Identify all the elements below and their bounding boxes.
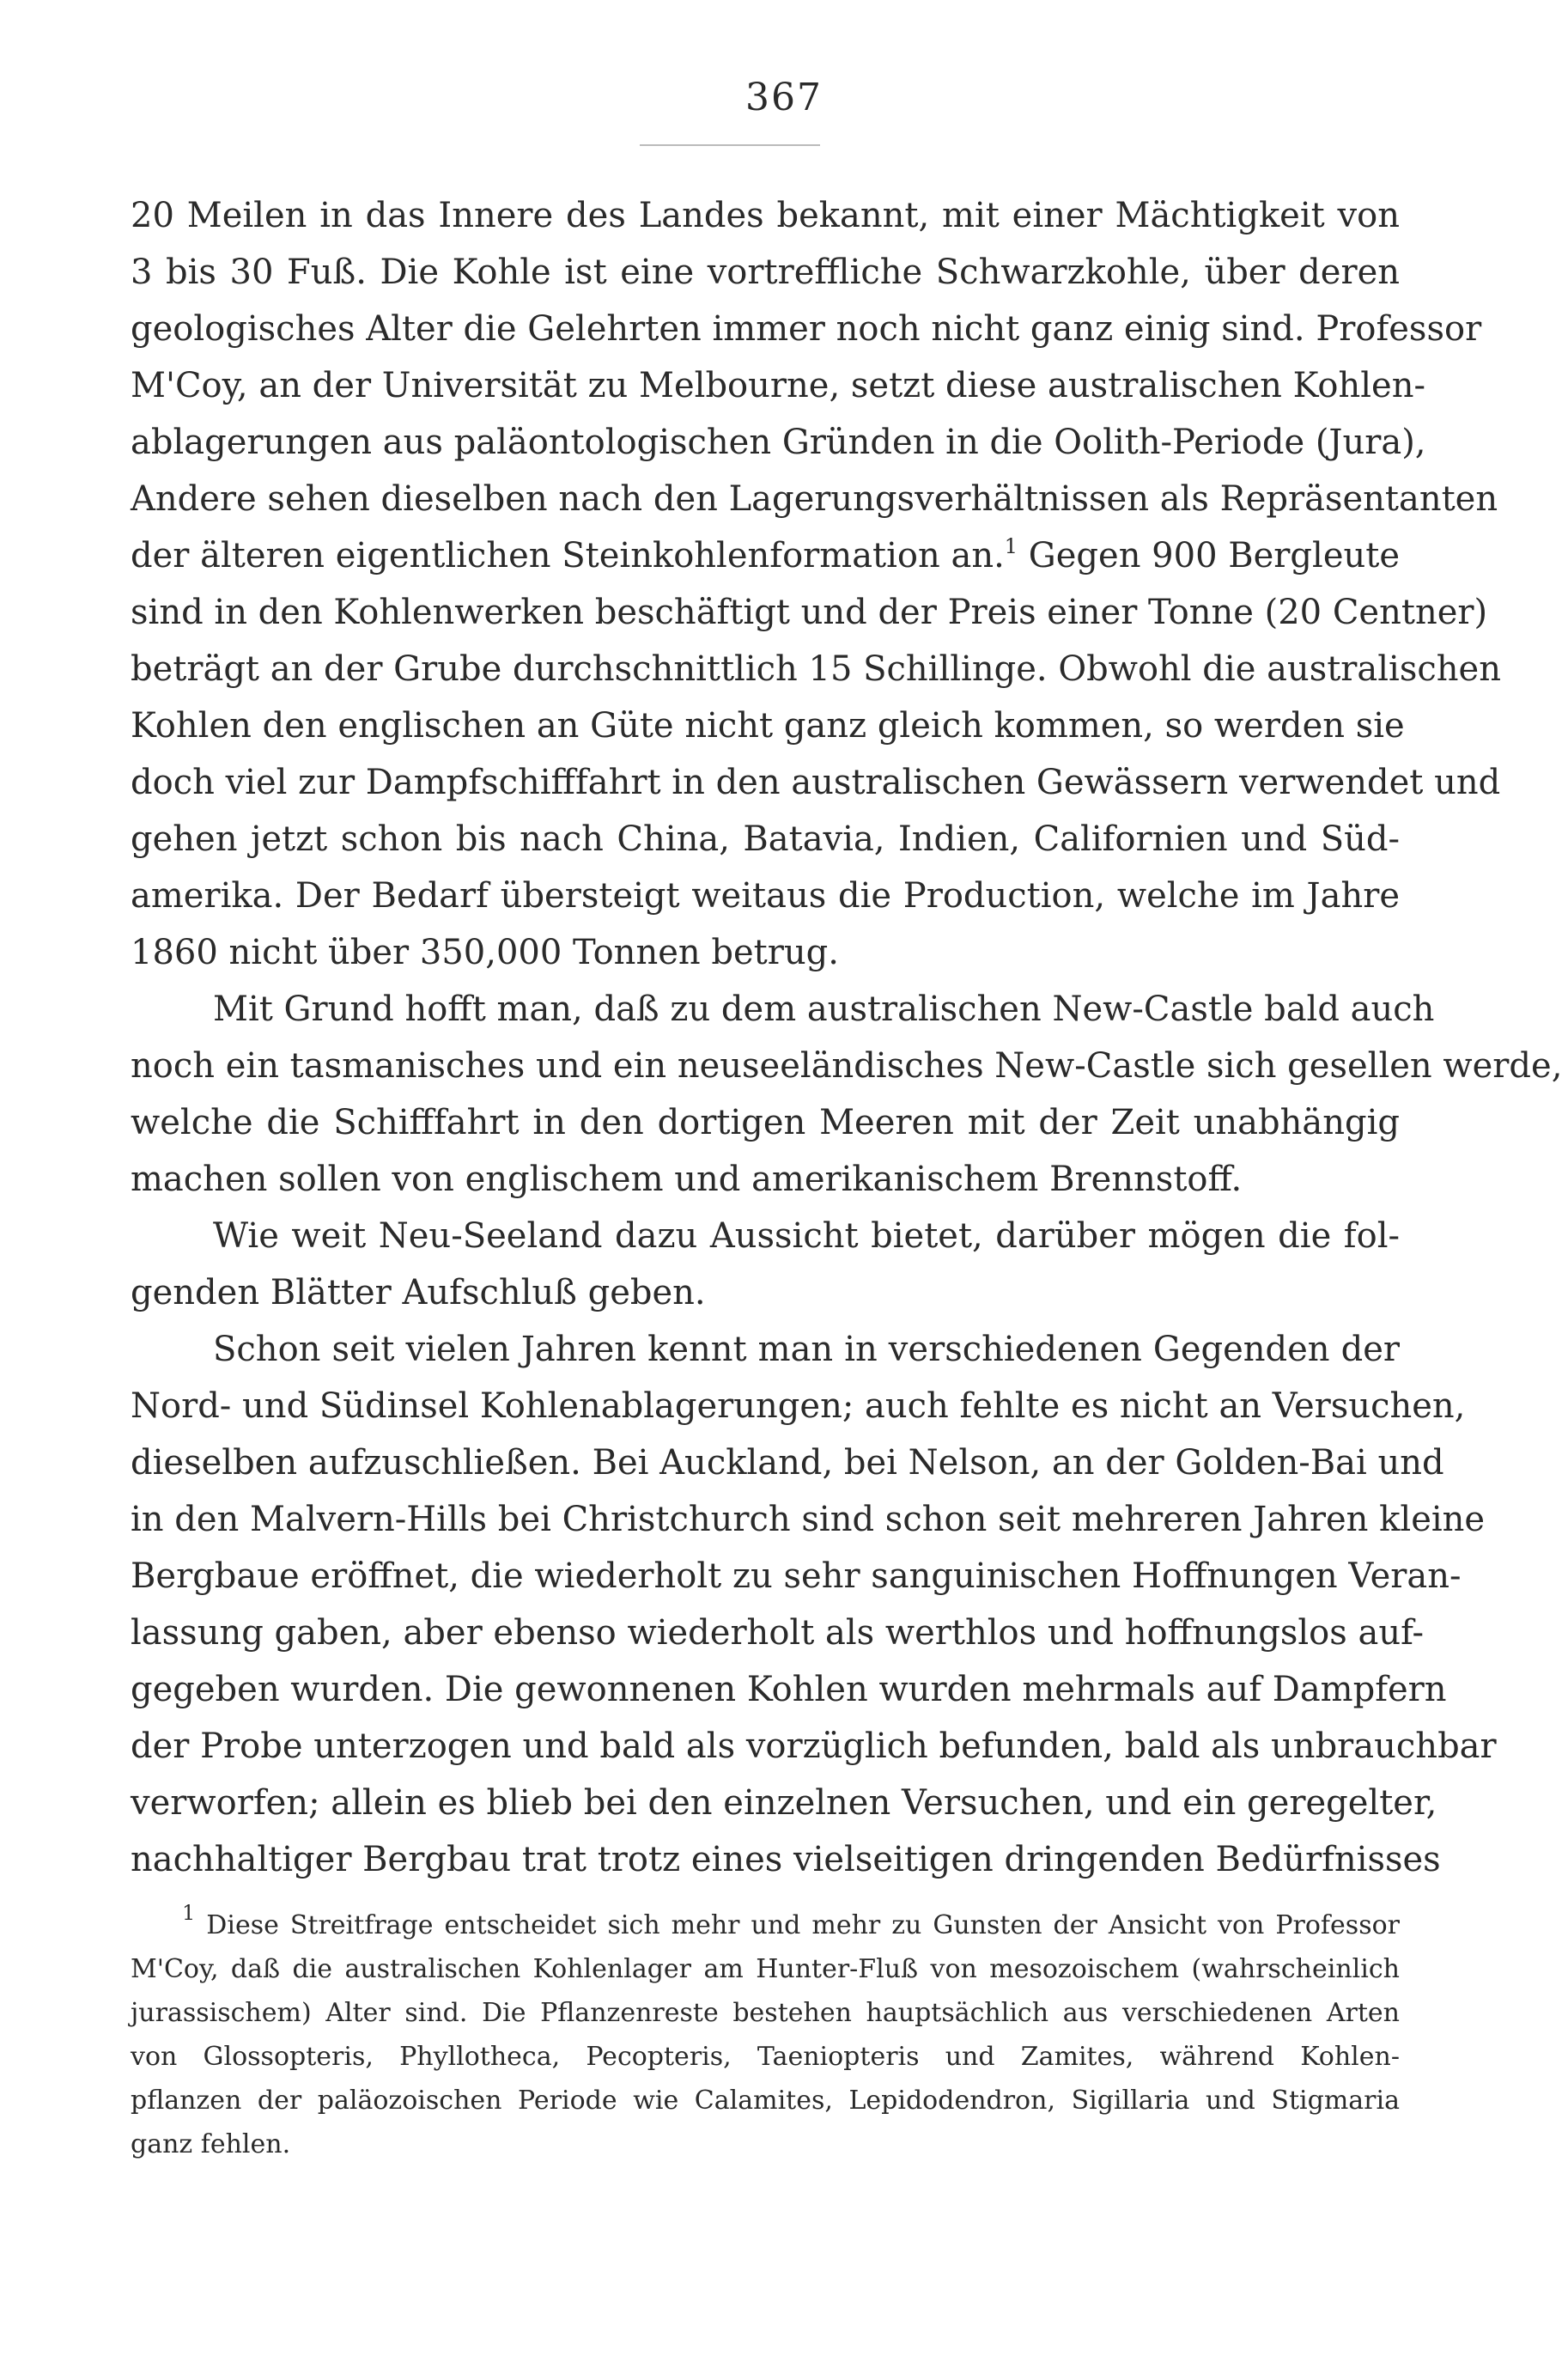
text-line: gegeben wurden. Die gewonnenen Kohlen wurden mehrmals auf Dampfern	[131, 1670, 1447, 1709]
text-segment: der älteren eigentlichen Steinkohlenformation an.	[131, 536, 1005, 576]
text-line: beträgt an der Grube durchschnittlich 15 Schillinge. Obwohl die australischen	[131, 649, 1501, 689]
text-line: Nord- und Südinsel Kohlenablagerungen; auch fehlte es nicht an Versuchen,	[131, 1386, 1466, 1426]
paragraph	[131, 1321, 1497, 1888]
text-line: 3 bis 30 Fuß. Die Kohle ist eine vortreffliche Schwarzkohle, über deren	[131, 253, 1400, 292]
text-line: ablagerungen aus paläontologischen Gründen in die Oolith-Periode (Jura),	[131, 423, 1426, 462]
text-line: machen sollen von englischem und amerikanischem Brennstoff.	[131, 1160, 1243, 1199]
page-number: 367	[745, 76, 823, 119]
paragraph	[131, 187, 1501, 981]
footnote-marker: 1	[182, 1901, 196, 1925]
text-line: sind in den Kohlenwerken beschäftigt und der Preis einer Tonne (20 Centner)	[131, 593, 1488, 632]
text-line: lassung gaben, aber ebenso wiederholt als werthlos und hoffnungslos auf-	[131, 1613, 1424, 1653]
footnote-reference[interactable]: 1	[1004, 534, 1018, 558]
text-line: amerika. Der Bedarf übersteigt weitaus die Production, welche im Jahre	[131, 876, 1400, 916]
text-line: in den Malvern-Hills bei Christchurch sind schon seit mehreren Jahren kleine	[131, 1500, 1486, 1539]
footnote-line: von Glossopteris, Phyllotheca, Pecopteris, Taeniopteris und Zamites, während Kohlen-	[131, 2042, 1400, 2072]
text-line: doch viel zur Dampfschifffahrt in den australischen Gewässern verwendet und	[131, 763, 1501, 802]
header-rule	[640, 144, 820, 146]
text-line: Bergbaue eröffnet, die wiederholt zu sehr sanguinischen Hoffnungen Veran-	[131, 1556, 1462, 1596]
text-line: der Probe unterzogen und bald als vorzüglich befunden, bald als unbrauchbar	[131, 1727, 1497, 1766]
text-line: geologisches Alter die Gelehrten immer noch nicht ganz einig sind. Professor	[131, 309, 1482, 349]
text-line: M'Coy, an der Universität zu Melbourne, setzt diese australischen Kohlen-	[131, 366, 1426, 405]
text-line: 1860 nicht über 350,000 Tonnen betrug.	[131, 933, 839, 972]
footnote-line: M'Coy, daß die australischen Kohlenlager am Hunter-Fluß von mesozoischem (wahrscheinlich	[131, 1954, 1400, 1984]
text-line: verworfen; allein es blieb bei den einzelnen Versuchen, und ein geregelter,	[131, 1783, 1437, 1823]
text-line: Mit Grund hofft man, daß zu dem australischen New-Castle bald auch	[213, 990, 1435, 1029]
body-text	[131, 187, 1563, 1888]
text-line: Wie weit Neu-Seeland dazu Aussicht bietet, darüber mögen die fol-	[213, 1216, 1400, 1256]
footnote-line: pflanzen der paläozoischen Periode wie Calamites, Lepidodendron, Sigillaria und Stigmaria	[131, 2086, 1400, 2116]
paragraph	[131, 1208, 1400, 1321]
text-line	[131, 527, 1400, 584]
footnote-text: Diese Streitfrage entscheidet sich mehr und mehr zu Gunsten der Ansicht von Professor	[206, 1910, 1400, 1940]
text-segment: Gegen 900 Bergleute	[1018, 536, 1400, 576]
text-line: genden Blätter Aufschluß geben.	[131, 1273, 706, 1312]
text-line: Kohlen den englischen an Güte nicht ganz gleich kommen, so werden sie	[131, 706, 1405, 746]
paragraph	[131, 981, 1563, 1208]
text-line: gehen jetzt schon bis nach China, Batavia, Indien, Californien und Süd-	[131, 819, 1400, 859]
text-line: 20 Meilen in das Innere des Landes bekannt, mit einer Mächtigkeit von	[131, 196, 1400, 235]
text-line: nachhaltiger Bergbau trat trotz eines vielseitigen dringenden Bedürfnisses	[131, 1840, 1441, 1879]
footnote-line: jurassischem) Alter sind. Die Pflanzenreste bestehen hauptsächlich aus verschiedenen Arten	[131, 1998, 1400, 2028]
text-line: dieselben aufzuschließen. Bei Auckland, bei Nelson, an der Golden-Bai und	[131, 1443, 1444, 1483]
footnote-line: ganz fehlen.	[131, 2129, 291, 2159]
text-line: Schon seit vielen Jahren kennt man in verschiedenen Gegenden der	[213, 1330, 1400, 1369]
footnote	[131, 1903, 1400, 2166]
text-line: welche die Schifffahrt in den dortigen Meeren mit der Zeit unabhängig	[131, 1103, 1400, 1142]
text-line: noch ein tasmanisches und ein neuseeländisches New-Castle sich gesellen werde,	[131, 1046, 1563, 1086]
text-line: Andere sehen dieselben nach den Lagerungsverhältnissen als Repräsentanten	[131, 479, 1498, 519]
footnote-line	[131, 1903, 1400, 1947]
